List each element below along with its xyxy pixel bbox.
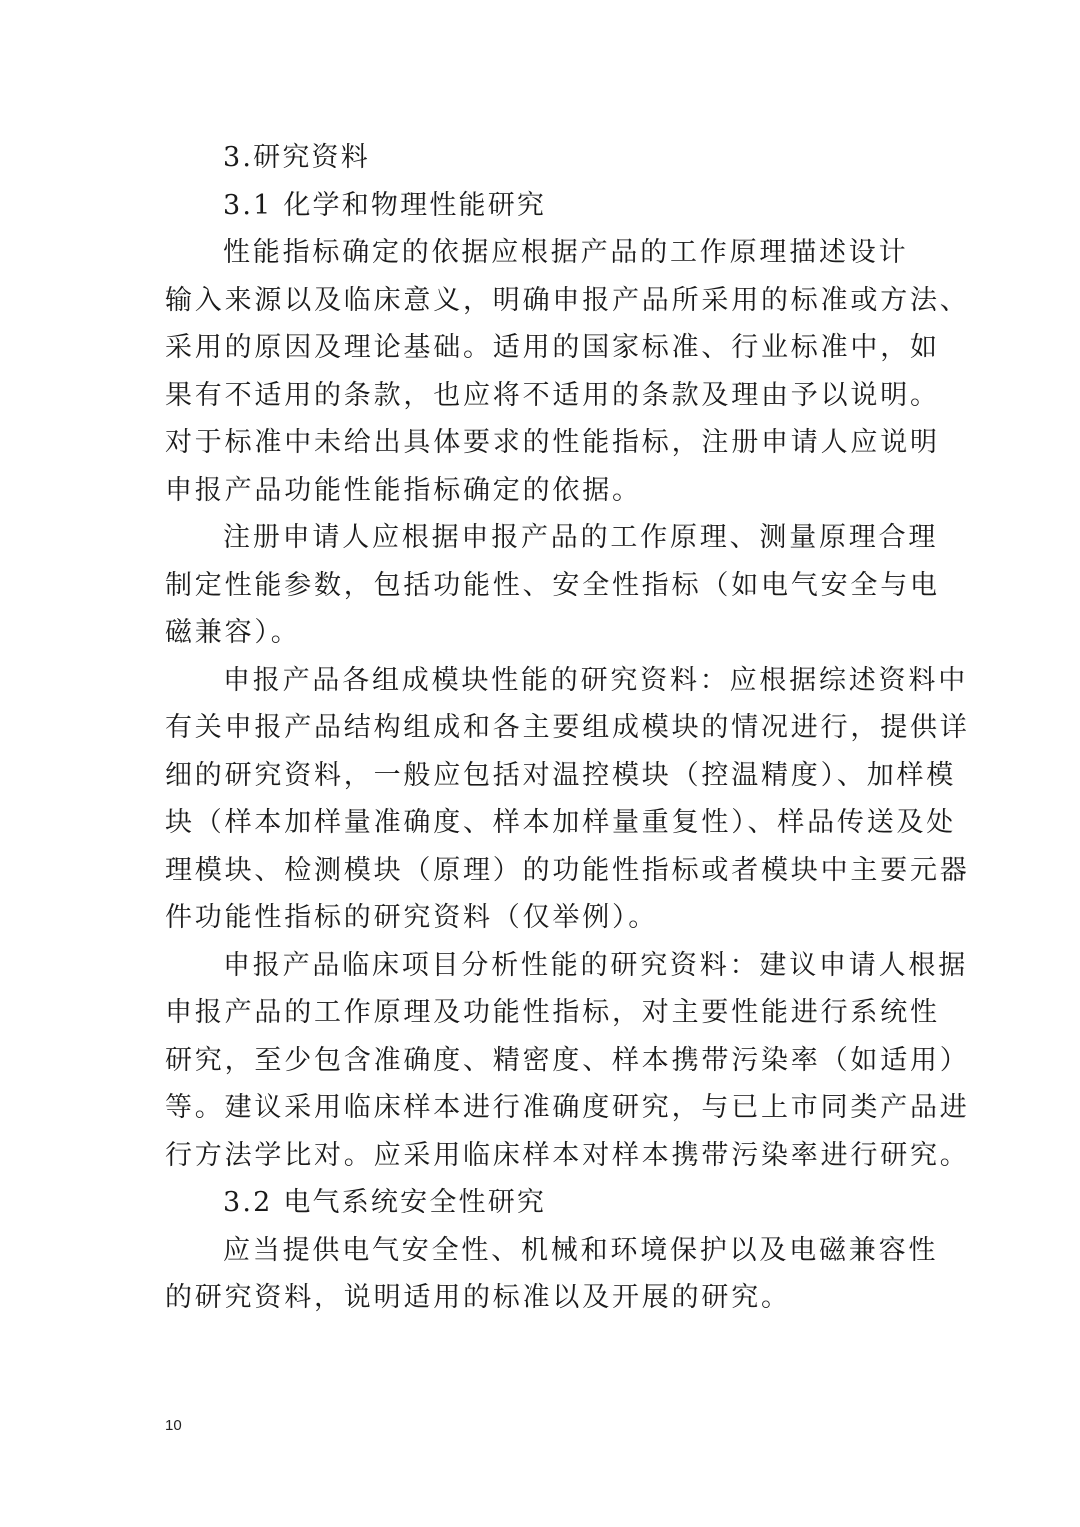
- section-heading: 3.1 化学和物理性能研究: [223, 189, 547, 221]
- text-line: 对于标准中未给出具体要求的性能指标，注册申请人应说明: [165, 427, 940, 458]
- section-heading: 3.研究资料: [223, 142, 370, 173]
- text-line: 等。建议采用临床样本进行准确度研究，与已上市同类产品进: [165, 1092, 970, 1123]
- text-line: 制定性能参数，包括功能性、安全性指标（如电气安全与电: [165, 569, 940, 601]
- text-line: 果有不适用的条款，也应将不适用的条款及理由予以说明。: [165, 379, 940, 411]
- document-body: [165, 134, 970, 1322]
- text-line: 的研究资料，说明适用的标准以及开展的研究。: [165, 1282, 791, 1313]
- text-line: 磁兼容）。: [165, 617, 301, 648]
- text-line: 申报产品功能性能指标确定的依据。: [165, 474, 642, 506]
- text-line: 申报产品各组成模块性能的研究资料：应根据综述资料中: [223, 664, 968, 696]
- text-line: 有关申报产品结构组成和各主要组成模块的情况进行，提供详: [165, 712, 970, 743]
- text-line: 输入来源以及临床意义，明确申报产品所采用的标准或方法、: [165, 284, 970, 316]
- text-line: 申报产品临床项目分析性能的研究资料：建议申请人根据: [223, 949, 968, 981]
- text-line: 件功能性指标的研究资料（仅举例）。: [165, 902, 659, 933]
- text-line: 采用的原因及理论基础。适用的国家标准、行业标准中，如: [165, 332, 940, 363]
- text-line: 块（样本加样量准确度、样本加样量重复性）、样品传送及处: [165, 807, 957, 838]
- text-line: 研究，至少包含准确度、精密度、样本携带污染率（如适用）: [165, 1044, 970, 1076]
- text-line: 理模块、检测模块（原理）的功能性指标或者模块中主要元器: [165, 854, 970, 886]
- text-line: 应当提供电气安全性、机械和环境保护以及电磁兼容性: [223, 1234, 939, 1266]
- page-number: 10: [165, 1417, 182, 1434]
- section-heading: 3.2 电气系统安全性研究: [223, 1187, 547, 1218]
- text-line: 性能指标确定的依据应根据产品的工作原理描述设计: [223, 237, 909, 268]
- text-line: 注册申请人应根据申报产品的工作原理、测量原理合理: [223, 522, 939, 553]
- text-line: 申报产品的工作原理及功能性指标，对主要性能进行系统性: [165, 997, 940, 1028]
- text-line: 行方法学比对。应采用临床样本对样本携带污染率进行研究。: [165, 1139, 970, 1171]
- text-line: 细的研究资料，一般应包括对温控模块（控温精度）、加样模: [165, 759, 957, 791]
